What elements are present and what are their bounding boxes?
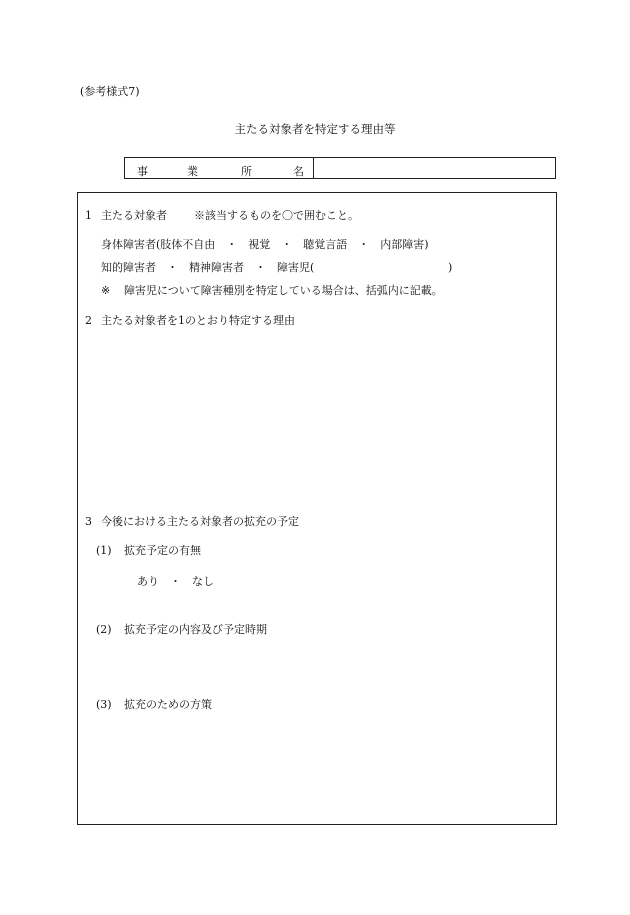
section1-line-close-paren: ) (448, 261, 453, 274)
office-label-char: 名 (293, 165, 304, 178)
section3-item1-number: (1) (96, 544, 112, 557)
office-name-row (124, 157, 556, 179)
section1-note-mark: ※ (101, 284, 111, 297)
section3-item3-label: 拡充のための方策 (124, 698, 212, 711)
section1-number: 1 (85, 209, 92, 222)
section3-item1-label: 拡充予定の有無 (124, 544, 201, 557)
section3-number: 3 (85, 515, 92, 528)
section3-item2-label: 拡充予定の内容及び予定時期 (124, 623, 267, 636)
office-label-char: 事 (137, 165, 148, 178)
office-label-char: 所 (241, 165, 252, 178)
section1-heading: 主たる対象者 (101, 209, 167, 222)
form-label: (参考様式7) (80, 85, 140, 98)
section1-note: 障害児について障害種別を特定している場合は、括弧内に記載。 (124, 284, 443, 297)
office-name-label (125, 158, 314, 178)
section1-line-physical[interactable]: 身体障害者(肢体不自由 ・ 視覚 ・ 聴覚言語 ・ 内部障害) (101, 238, 429, 251)
office-label-char: 業 (187, 165, 198, 178)
section3-item3-number: (3) (96, 698, 112, 711)
section3-item2-number: (2) (96, 623, 112, 636)
section1-line-intellectual[interactable]: 知的障害者 ・ 精神障害者 ・ 障害児( (101, 261, 315, 274)
page-title: 主たる対象者を特定する理由等 (234, 122, 396, 136)
section2-heading: 主たる対象者を1のとおり特定する理由 (101, 314, 295, 327)
availability-choice[interactable]: あり ・ なし (137, 575, 214, 588)
section2-number: 2 (85, 314, 92, 327)
section1-instruction: ※該当するものを〇で囲むこと。 (194, 209, 359, 222)
section3-heading: 今後における主たる対象者の拡充の予定 (101, 515, 299, 528)
